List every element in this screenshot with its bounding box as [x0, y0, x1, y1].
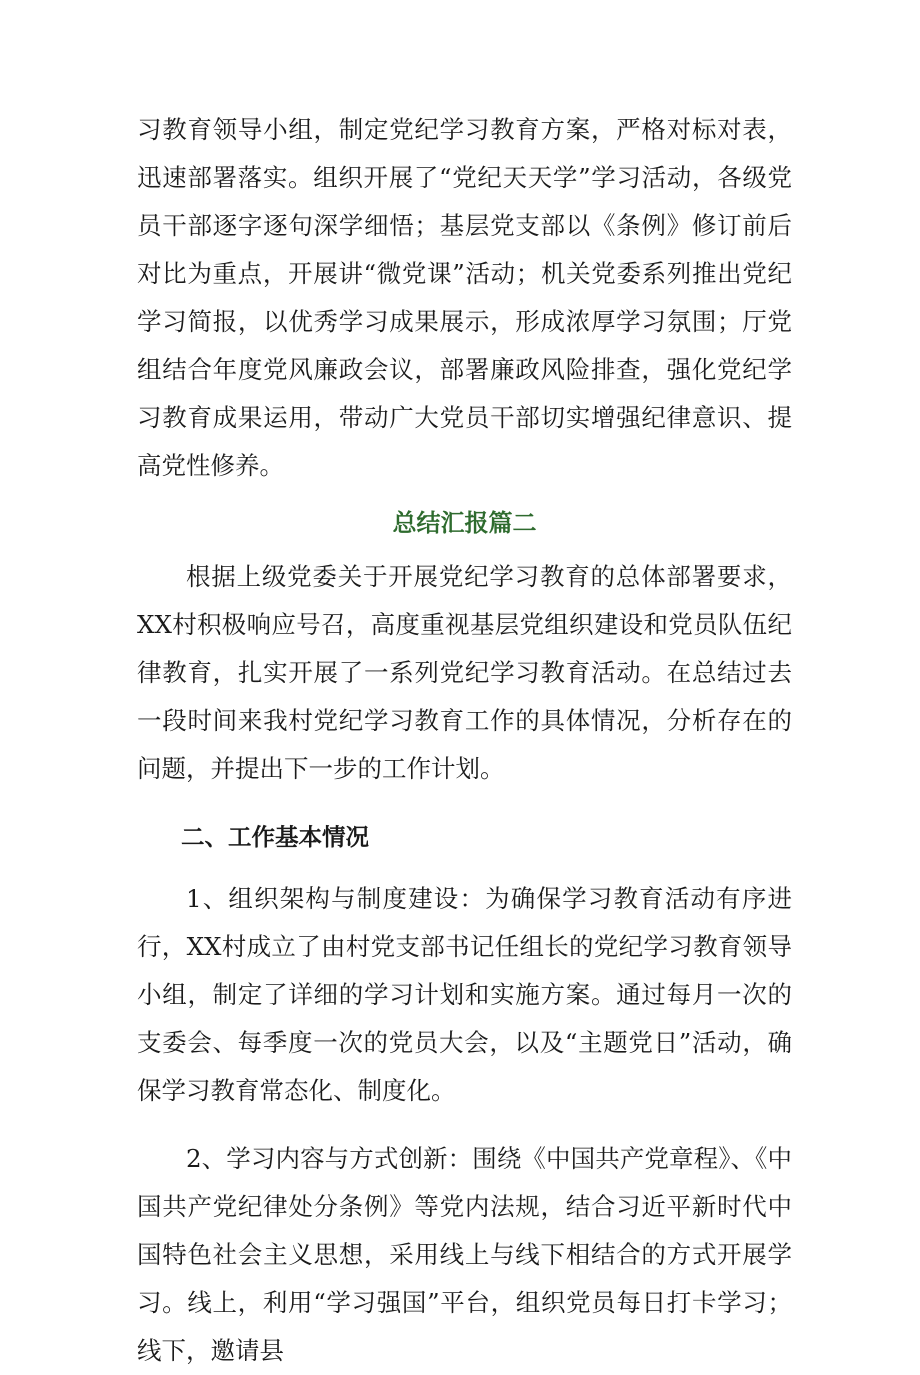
paragraph-item-2: 2、学习内容与方式创新：围绕《中国共产党章程》、《中国共产党纪律处分条例》等党内法规，结合习近平新时代中国特色社会主义思想，采用线上与线下相结合的方式开展学习。线上，利用“学习强国”平台，组织党员每日打卡学习；线下，邀请县: [137, 1144, 792, 1365]
document-body: [137, 106, 792, 1375]
heading-basic-situation: 二、工作基本情况: [181, 823, 369, 851]
paragraph-item-1: 1、组织架构与制度建设：为确保学习教育活动有序进行，XX村成立了由村党支部书记任组长的党纪学习教育领导小组，制定了详细的学习计划和实施方案。通过每月一次的支委会、每季度一次的党员大会，以及“主题党日”活动，确保学习教育常态化、制度化。: [137, 884, 792, 1105]
paragraph-overview: 根据上级党委关于开展党纪学习教育的总体部署要求，XX村积极响应号召，高度重视基层党组织建设和党员队伍纪律教育，扎实开展了一系列党纪学习教育活动。在总结过去一段时间来我村党纪学习教育工作的具体情况，分析存在的问题，并提出下一步的工作计划。: [137, 562, 792, 783]
section-title: 总结汇报篇二: [392, 509, 537, 537]
paragraph-intro: 习教育领导小组，制定党纪学习教育方案，严格对标对表，迅速部署落实。组织开展了“党纪天天学”学习活动，各级党员干部逐字逐句深学细悟；基层党支部以《条例》修订前后对比为重点，开展讲“微党课”活动；机关党委系列推出党纪学习简报，以优秀学习成果展示，形成浓厚学习氛围；厅党组结合年度党风廉政会议，部署廉政风险排查，强化党纪学习教育成果运用，带动广大党员干部切实增强纪律意识、提高党性修养。: [137, 115, 792, 480]
